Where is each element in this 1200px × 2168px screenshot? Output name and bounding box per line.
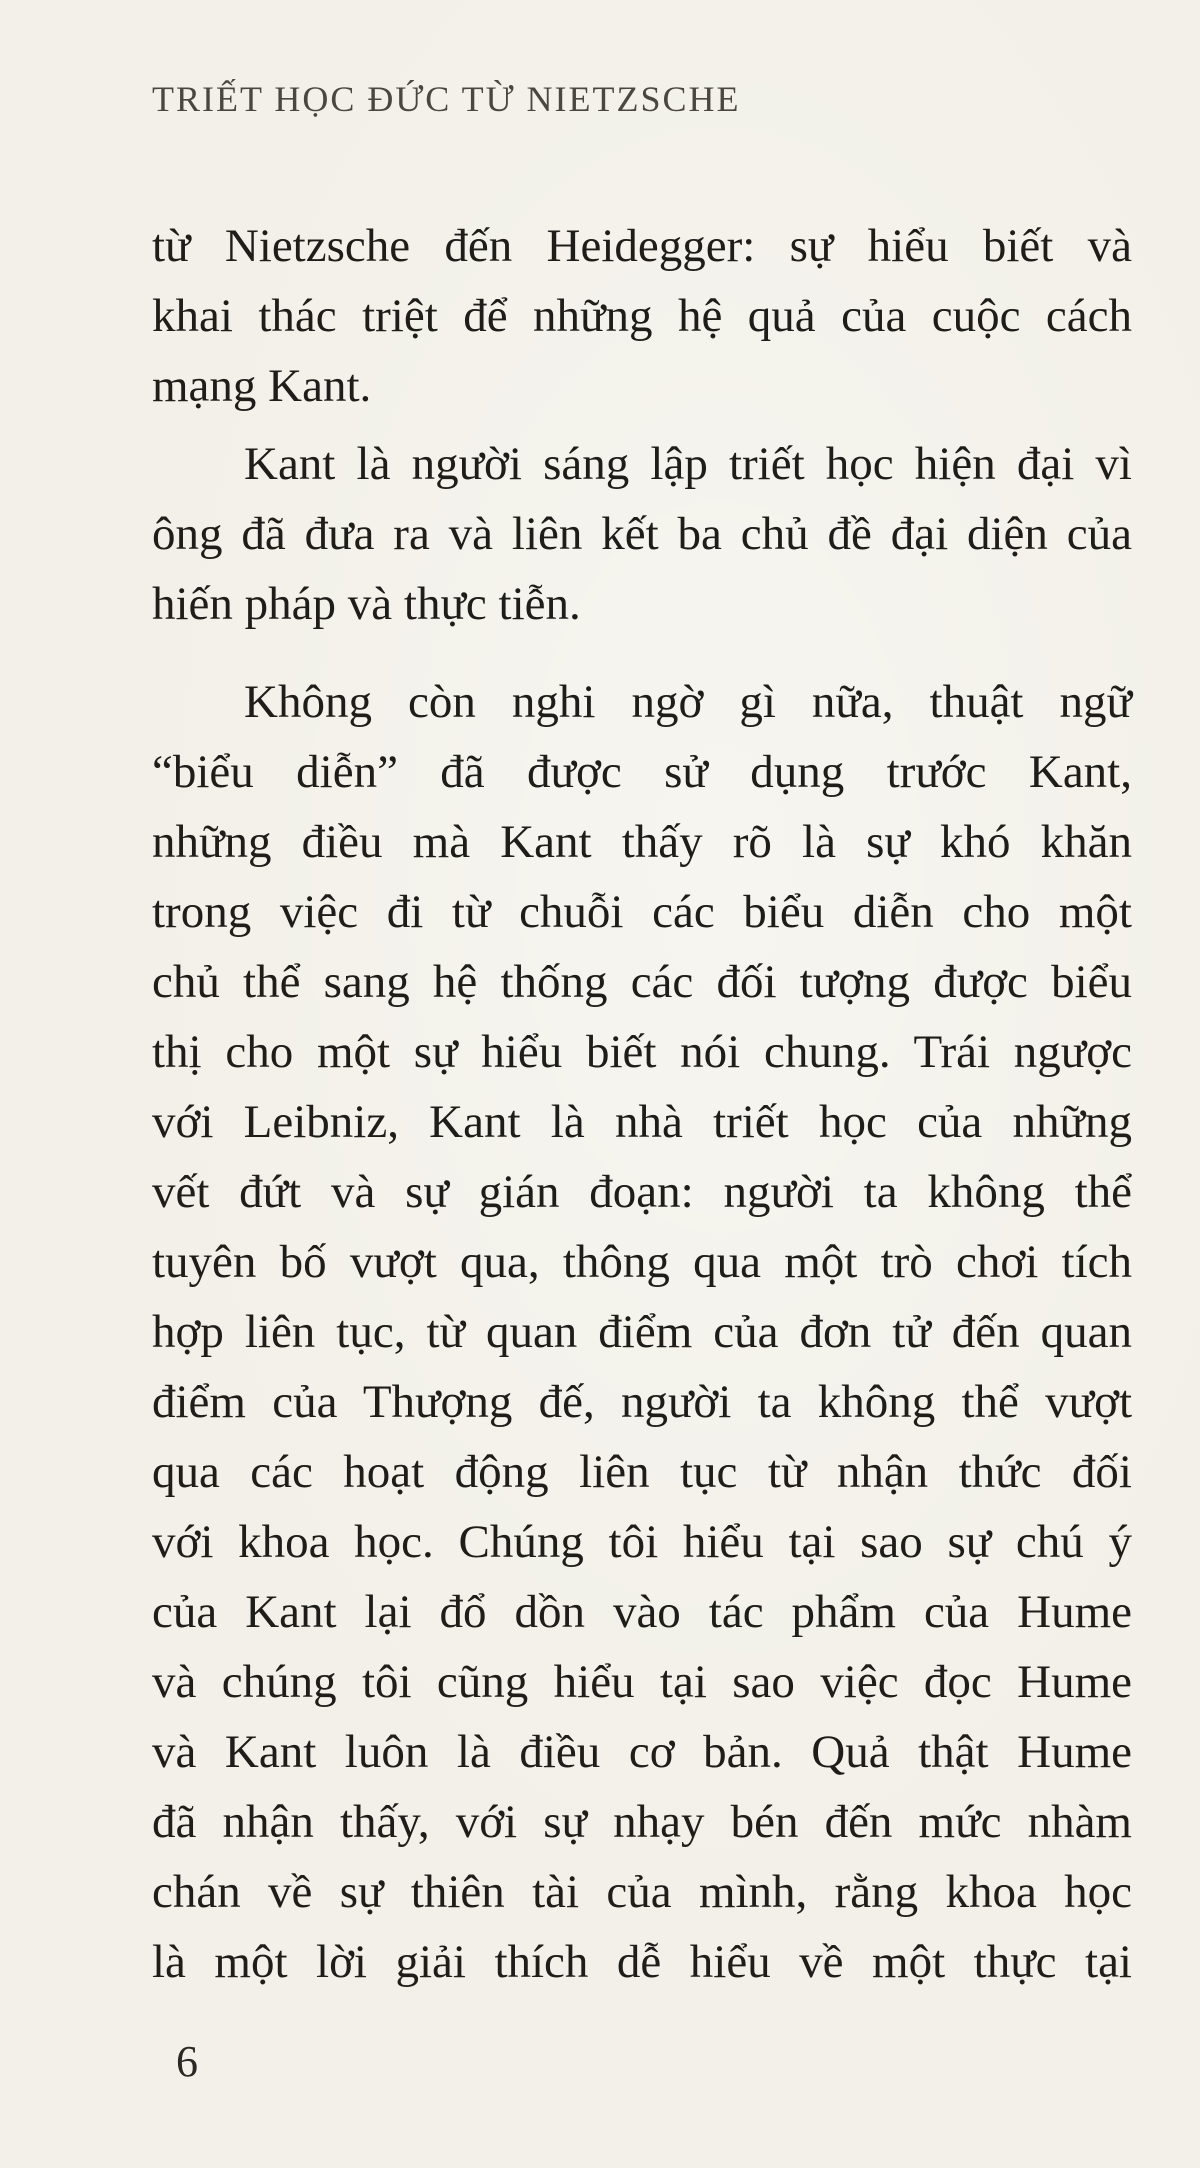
text-line: mạng Kant. [152, 360, 372, 412]
page-number: 6 [176, 2037, 198, 2086]
text-line: chủ thể sang hệ thống các đối tượng được biểu [152, 956, 1132, 1008]
text-line: vết đứt và sự gián đoạn: người ta không thể [152, 1166, 1132, 1218]
text-line: Không còn nghi ngờ gì nữa, thuật ngữ [244, 676, 1132, 728]
text-line: đã nhận thấy, với sự nhạy bén đến mức nhàm [152, 1796, 1132, 1848]
text-line: qua các hoạt động liên tục từ nhận thức đối [152, 1446, 1132, 1498]
text-line: trong việc đi từ chuỗi các biểu diễn cho một [152, 886, 1132, 938]
text-line: thị cho một sự hiểu biết nói chung. Trái ngược [152, 1026, 1132, 1078]
text-line: là một lời giải thích dễ hiểu về một thực tại [152, 1936, 1132, 1988]
text-line: hợp liên tục, từ quan điểm của đơn tử đến quan [152, 1306, 1132, 1358]
text-line: với Leibniz, Kant là nhà triết học của những [152, 1096, 1132, 1148]
text-line: của Kant lại đổ dồn vào tác phẩm của Hume [152, 1586, 1132, 1638]
text-line: tuyên bố vượt qua, thông qua một trò chơi tích [152, 1236, 1132, 1288]
running-header: TRIẾT HỌC ĐỨC TỪ NIETZSCHE [152, 79, 741, 119]
text-line: hiến pháp và thực tiễn. [152, 578, 581, 630]
text-line: với khoa học. Chúng tôi hiểu tại sao sự chú ý [152, 1516, 1132, 1568]
text-line: ông đã đưa ra và liên kết ba chủ đề đại diện của [152, 508, 1132, 560]
text-line: từ Nietzsche đến Heidegger: sự hiểu biết và [152, 220, 1132, 272]
text-line: và Kant luôn là điều cơ bản. Quả thật Hume [152, 1726, 1132, 1778]
text-line: Kant là người sáng lập triết học hiện đại vì [244, 438, 1132, 490]
text-line: chán về sự thiên tài của mình, rằng khoa học [152, 1866, 1132, 1918]
text-line: và chúng tôi cũng hiểu tại sao việc đọc Hume [152, 1656, 1132, 1708]
text-line: khai thác triệt để những hệ quả của cuộc cách [152, 290, 1132, 342]
text-line: “biểu diễn” đã được sử dụng trước Kant, [152, 746, 1132, 798]
text-line: những điều mà Kant thấy rõ là sự khó khăn [152, 816, 1132, 868]
text-line: điểm của Thượng đế, người ta không thể vượt [152, 1376, 1132, 1428]
